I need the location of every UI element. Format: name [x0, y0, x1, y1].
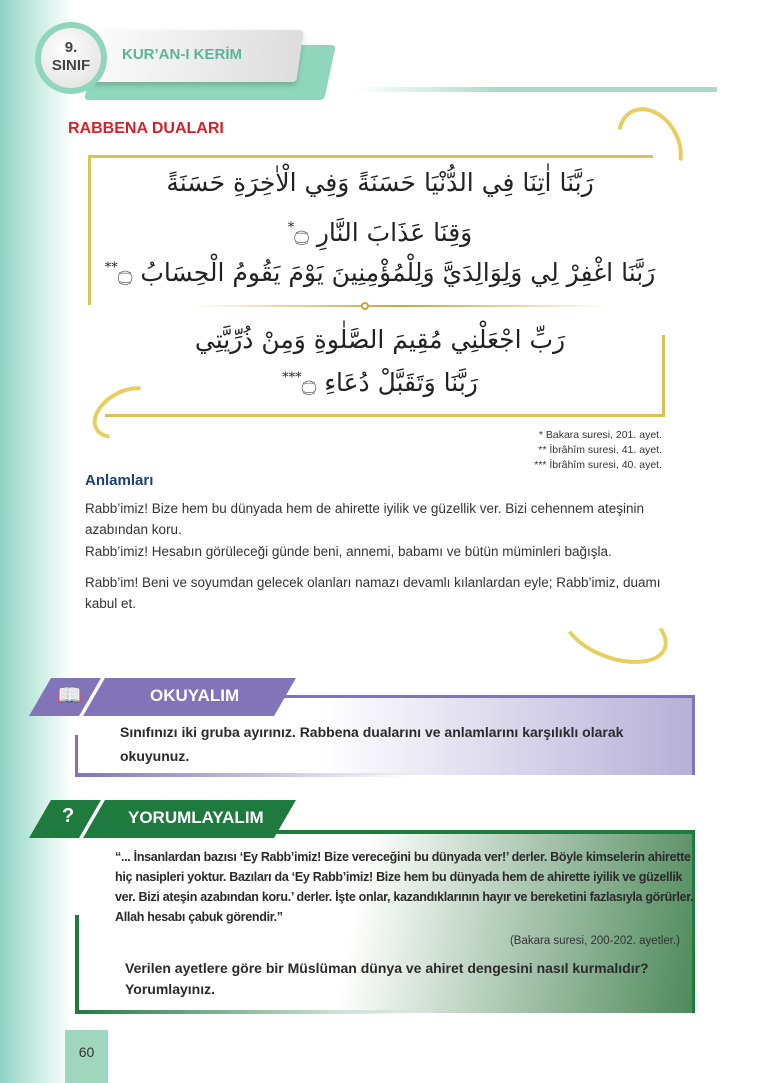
arabic-line: رَبَّنَا اغْفِرْ لِي وَلِوَالِدَيَّ وَلِلْمُؤْمِنِينَ يَوْمَ يَقُومُ الْحِسَابُ ۝**: [104, 258, 656, 287]
meaning-paragraph: Rabb’imiz! Bize hem bu dünyada hem de ahirette iyilik ve güzellik ver. Bizi cehennem ateşinin azabından koru.: [85, 501, 645, 537]
box-edge: [75, 1010, 415, 1014]
divider: [190, 305, 610, 307]
side-stripe: [0, 0, 75, 1083]
meaning-paragraph: Rabb’imiz! Hesabın görüleceği günde beni, annemi, babamı ve bütün müminleri bağışla.: [85, 544, 612, 559]
divider-dot: [361, 302, 369, 310]
question-text: Verilen ayetlere göre bir Müslüman dünya ve ahiret dengesini nasıl kurmalıdır? Yorumlayınız.: [125, 960, 649, 997]
arabic-line: رَبِّ اجْعَلْنِي مُقِيمَ الصَّلٰوةِ وَمِنْ ذُرِّيَّتِي: [194, 325, 566, 354]
page-number: 60: [65, 1030, 108, 1083]
arabic-line: رَبَّنَا اٰتِنَا فِي الدُّنْيَا حَسَنَةً وَفِي الْاٰخِرَةِ حَسَنَةً: [166, 168, 594, 197]
okuyalim-text: Sınıfınızı iki gruba ayırınız. Rabbena dualarını ve anlamlarını karşılıklı olarak okuyunuz.: [120, 724, 624, 764]
box-edge: [75, 773, 415, 777]
okuyalim-label: OKUYALIM: [150, 686, 240, 705]
arabic-line: رَبَّنَا وَتَقَبَّلْ دُعَاءِ ۝***: [282, 368, 478, 397]
meaning-paragraph: Rabb’im! Beni ve soyumdan gelecek olanları namazı devamlı kılanlardan eyle; Rabb’imiz, duamı kabul et.: [85, 575, 661, 611]
citation: (Bakara suresi, 200-202. ayetler.): [509, 935, 680, 947]
grade-label: SINIF: [51, 57, 91, 74]
grade-number: 9.: [64, 39, 78, 56]
grade-badge: [35, 22, 107, 94]
book-icon: 📖: [57, 685, 82, 707]
footnote: * Bakara suresi, 201. ayet.: [538, 429, 662, 441]
quote-text: “... İnsanlardan bazısı ‘Ey Rabb’imiz! Bize vereceğini bu dünyada ver!’ derler. Böyle kimselerin ahirette hiç nasipleri yoktur. Bazıları da ‘Ey Rabb’imiz! Bize hem bu dünyada hem de ahirette iyilik ve güzellik ver. Bizi ateşin azabından koru.’ derler. İşte onlar, kazandıklarının hayır ve bereketini fazlasıyla görürler. Allah hesabı çabuk görendir.”: [115, 850, 694, 924]
arabic-line: وَقِنَا عَذَابَ النَّارِ ۝*: [287, 218, 473, 247]
header-line: [355, 87, 717, 92]
course-title: KUR’AN-I KERİM: [122, 46, 242, 63]
box-edge: [75, 735, 78, 777]
footnote: *** İbrâhîm suresi, 40. ayet.: [534, 459, 662, 471]
section-title: RABBENA DUALARI: [68, 120, 224, 137]
footnote: ** İbrâhîm suresi, 41. ayet.: [538, 444, 662, 456]
box-edge: [75, 915, 79, 1013]
yorumlayalim-label: YORUMLAYALIM: [128, 808, 264, 827]
head-question-icon: ?: [62, 805, 75, 827]
meanings-heading: Anlamları: [85, 472, 154, 489]
